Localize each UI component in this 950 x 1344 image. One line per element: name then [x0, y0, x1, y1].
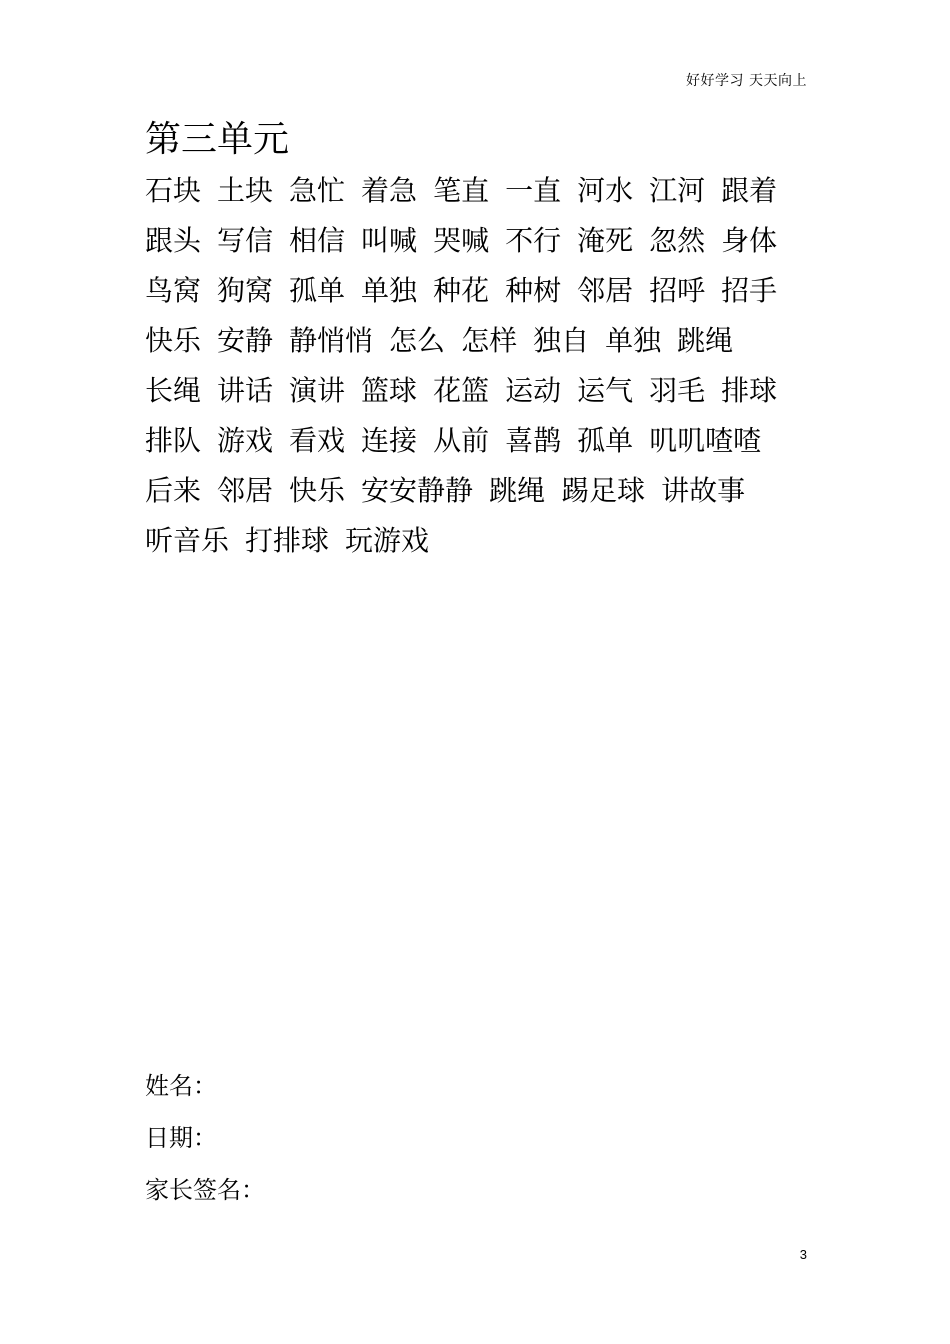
vocabulary-word: 看戏	[289, 424, 346, 457]
name-label: 姓名：	[145, 1072, 217, 1100]
vocabulary-word: 单独	[605, 324, 662, 357]
word-line	[145, 216, 825, 266]
vocabulary-word: 怎样	[461, 324, 518, 357]
vocabulary-word: 石块	[145, 174, 202, 207]
vocabulary-word: 跟头	[145, 224, 202, 257]
vocabulary-word: 跟着	[721, 174, 778, 207]
vocabulary-word: 独自	[533, 324, 590, 357]
vocabulary-word: 篮球	[361, 374, 418, 407]
vocabulary-word: 踢足球	[561, 474, 646, 507]
vocabulary-word: 江河	[649, 174, 706, 207]
vocabulary-word: 安安静静	[361, 474, 474, 507]
vocabulary-word: 运气	[577, 374, 634, 407]
vocabulary-word: 快乐	[145, 324, 202, 357]
vocabulary-word: 运动	[505, 374, 562, 407]
vocabulary-word: 长绳	[145, 374, 202, 407]
vocabulary-word: 邻居	[217, 474, 274, 507]
vocabulary-word: 狗窝	[217, 274, 274, 307]
vocabulary-word: 相信	[289, 224, 346, 257]
vocabulary-word: 笔直	[433, 174, 490, 207]
word-line	[145, 316, 825, 366]
vocabulary-word: 单独	[361, 274, 418, 307]
vocabulary-word: 讲话	[217, 374, 274, 407]
vocabulary-word: 听音乐	[145, 524, 230, 557]
unit-title: 第三单元	[145, 119, 290, 160]
vocabulary-word: 静悄悄	[289, 324, 374, 357]
vocabulary-word: 土块	[217, 174, 274, 207]
word-line	[145, 366, 825, 416]
vocabulary-word: 打排球	[245, 524, 330, 557]
vocabulary-word: 邻居	[577, 274, 634, 307]
page-number: 3	[799, 1247, 807, 1262]
vocabulary-word: 羽毛	[649, 374, 706, 407]
vocabulary-word: 孤单	[577, 424, 634, 457]
vocabulary-word: 排球	[721, 374, 778, 407]
vocabulary-word: 快乐	[289, 474, 346, 507]
vocabulary-word: 从前	[433, 424, 490, 457]
vocabulary-word: 种树	[505, 274, 562, 307]
vocabulary-word: 后来	[145, 474, 202, 507]
vocabulary-word: 安静	[217, 324, 274, 357]
word-line	[145, 516, 825, 566]
word-list	[145, 166, 825, 566]
vocabulary-word: 排队	[145, 424, 202, 457]
vocabulary-word: 一直	[505, 174, 562, 207]
vocabulary-word: 讲故事	[661, 474, 746, 507]
word-line	[145, 266, 825, 316]
vocabulary-word: 跳绳	[489, 474, 546, 507]
vocabulary-word: 鸟窝	[145, 274, 202, 307]
vocabulary-word: 不行	[505, 224, 562, 257]
vocabulary-word: 淹死	[577, 224, 634, 257]
parent-signature-label: 家长签名：	[145, 1176, 265, 1204]
word-line	[145, 166, 825, 216]
word-line	[145, 416, 825, 466]
vocabulary-word: 写信	[217, 224, 274, 257]
date-label: 日期：	[145, 1124, 217, 1152]
vocabulary-word: 跳绳	[677, 324, 734, 357]
vocabulary-word: 河水	[577, 174, 634, 207]
vocabulary-word: 急忙	[289, 174, 346, 207]
vocabulary-word: 招手	[721, 274, 778, 307]
vocabulary-word: 喜鹊	[505, 424, 562, 457]
vocabulary-word: 叽叽喳喳	[649, 424, 762, 457]
header-note: 好好学习 天天向上	[686, 73, 807, 89]
vocabulary-word: 怎么	[389, 324, 446, 357]
vocabulary-word: 哭喊	[433, 224, 490, 257]
vocabulary-word: 演讲	[289, 374, 346, 407]
vocabulary-word: 游戏	[217, 424, 274, 457]
vocabulary-word: 玩游戏	[345, 524, 430, 557]
vocabulary-word: 忽然	[649, 224, 706, 257]
vocabulary-word: 花篮	[433, 374, 490, 407]
signature-section	[145, 1060, 265, 1216]
vocabulary-word: 着急	[361, 174, 418, 207]
vocabulary-word: 连接	[361, 424, 418, 457]
word-line	[145, 466, 825, 516]
vocabulary-word: 叫喊	[361, 224, 418, 257]
vocabulary-word: 种花	[433, 274, 490, 307]
vocabulary-word: 身体	[721, 224, 778, 257]
vocabulary-word: 招呼	[649, 274, 706, 307]
vocabulary-word: 孤单	[289, 274, 346, 307]
